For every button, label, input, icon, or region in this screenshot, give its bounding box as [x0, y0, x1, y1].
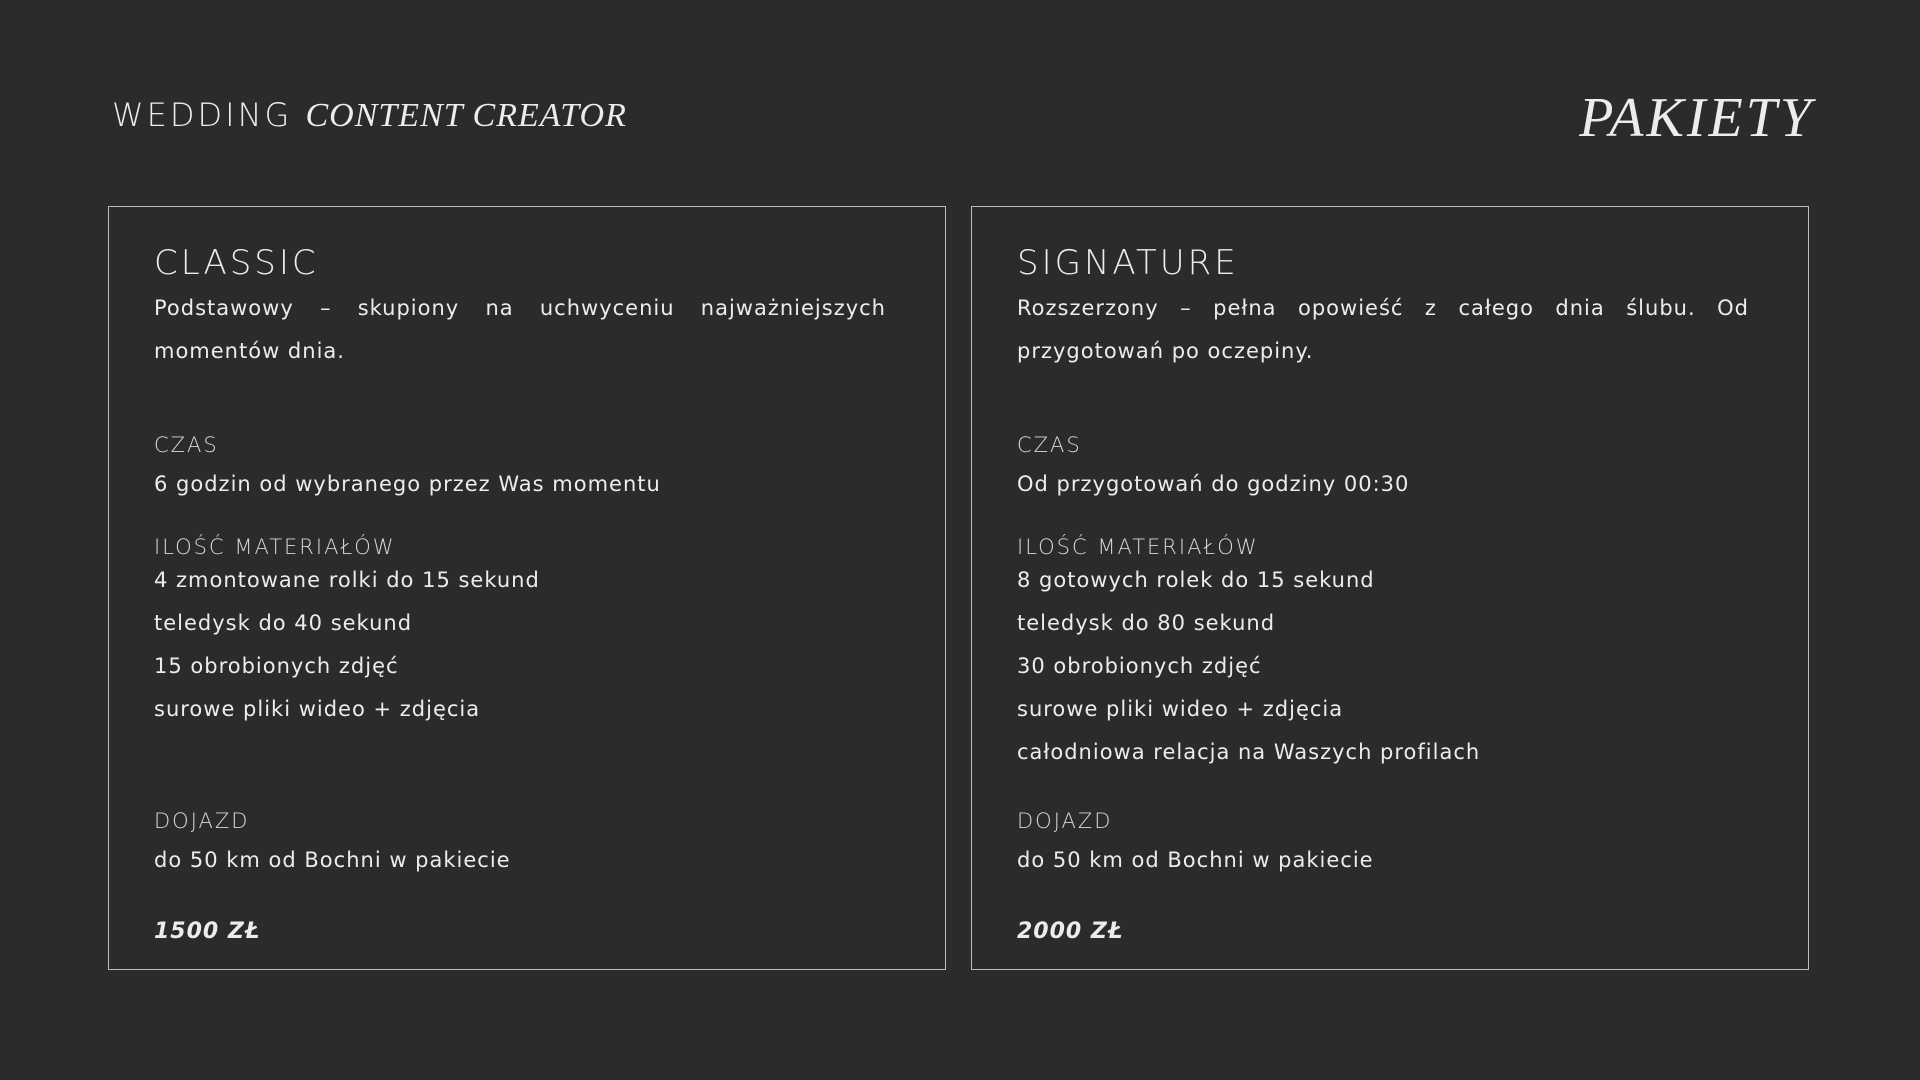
brand-main: WEDDING: [112, 96, 293, 134]
time-value: 6 godzin od wybranego przez Was momentu: [154, 472, 661, 496]
list-item: surowe pliki wideo + zdjęcia: [1017, 697, 1344, 721]
package-price: 2000 ZŁ: [1017, 919, 1124, 944]
travel-label: DOJAZD: [154, 809, 250, 833]
package-description: Podstawowy – skupiony na uchwyceniu najważniejszych momentów dnia.: [154, 296, 886, 363]
list-item: teledysk do 80 sekund: [1017, 611, 1276, 635]
time-value: Od przygotowań do godziny 00:30: [1017, 472, 1410, 496]
package-description: Rozszerzony – pełna opowieść z całego dnia ślubu. Od przygotowań po oczepiny.: [1017, 296, 1749, 363]
materials-label: ILOŚĆ MATERIAŁÓW: [154, 535, 396, 559]
package-name: SIGNATURE: [1017, 243, 1239, 283]
package-card-signature: [971, 206, 1809, 970]
time-label: CZAS: [154, 433, 219, 457]
list-item: 15 obrobionych zdjęć: [154, 654, 399, 678]
time-label: CZAS: [1017, 433, 1082, 457]
materials-list: [154, 559, 540, 731]
list-item: 4 zmontowane rolki do 15 sekund: [154, 568, 540, 592]
package-price: 1500 ZŁ: [154, 919, 261, 944]
list-item: całodniowa relacja na Waszych profilach: [1017, 740, 1481, 764]
list-item: 30 obrobionych zdjęć: [1017, 654, 1262, 678]
travel-value: do 50 km od Bochni w pakiecie: [154, 848, 511, 872]
list-item: teledysk do 40 sekund: [154, 611, 413, 635]
list-item: surowe pliki wideo + zdjęcia: [154, 697, 481, 721]
brand-title: [112, 96, 627, 135]
materials-label: ILOŚĆ MATERIAŁÓW: [1017, 535, 1259, 559]
package-name: CLASSIC: [154, 243, 319, 283]
travel-label: DOJAZD: [1017, 809, 1113, 833]
list-item: 8 gotowych rolek do 15 sekund: [1017, 568, 1375, 592]
package-card-classic: [108, 206, 946, 970]
materials-list: [1017, 559, 1480, 774]
brand-accent: CONTENT CREATOR: [305, 97, 627, 134]
travel-value: do 50 km od Bochni w pakiecie: [1017, 848, 1374, 872]
page-title: PAKIETY: [1579, 87, 1814, 149]
